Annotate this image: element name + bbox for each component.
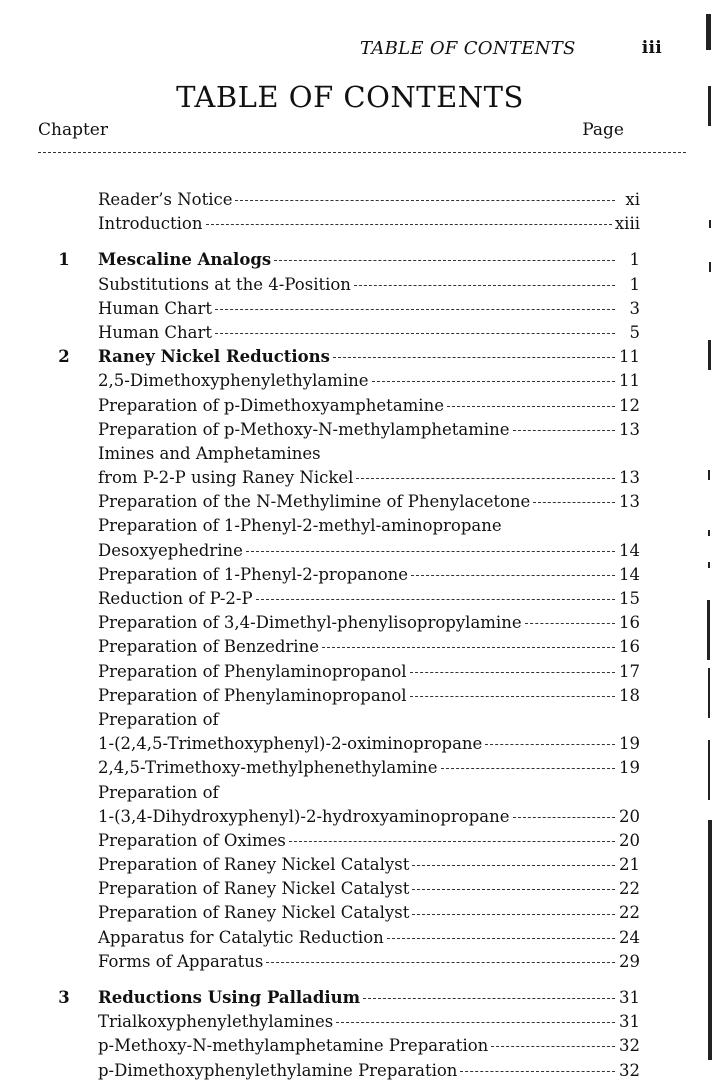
entry-page-number: 24 — [619, 927, 640, 947]
toc-entry — [58, 466, 640, 490]
entry-page-number: 13 — [619, 492, 640, 512]
dot-leader — [412, 914, 615, 916]
toc-entry — [58, 442, 640, 466]
entry-page-number: 5 — [629, 322, 640, 342]
entry-title: Preparation of p-Methoxy-N-methylamphetamine — [98, 419, 510, 439]
entry-page-number: 20 — [619, 830, 640, 850]
entry-page-number: 19 — [619, 734, 640, 754]
entry-title: p-Dimethoxyphenylethylamine Preparation — [98, 1060, 458, 1080]
entry-title: Preparation of — [98, 709, 219, 729]
dot-leader — [333, 357, 615, 359]
entry-page-number: 3 — [629, 298, 640, 318]
header-divider — [38, 152, 686, 153]
entry-page-number: 22 — [619, 879, 640, 899]
entry-title: Preparation of Raney Nickel Catalyst — [98, 855, 410, 875]
entry-page-number: 14 — [619, 564, 640, 584]
dot-leader — [235, 200, 615, 202]
entry-title: Mescaline Analogs — [98, 250, 272, 270]
toc-list — [58, 188, 640, 1083]
entry-title: Forms of Apparatus — [98, 951, 264, 971]
toc-entry — [58, 926, 640, 950]
chapter-column-heading: Chapter — [38, 120, 108, 140]
chapter-number: 3 — [58, 988, 70, 1007]
toc-chapter-entry — [58, 248, 640, 272]
entry-page-number: 12 — [619, 395, 640, 415]
dot-leader — [363, 998, 615, 1000]
dot-leader — [412, 889, 615, 891]
entry-page-number: 14 — [619, 540, 640, 560]
entry-title: 1-(2,4,5-Trimethoxyphenyl)-2-oximinopropane — [98, 734, 483, 754]
toc-chapter-entry — [58, 345, 640, 369]
entry-page-number: 11 — [619, 347, 640, 367]
entry-page-number: 31 — [619, 1012, 640, 1032]
entry-page-number: 11 — [619, 371, 640, 391]
entry-title: Preparation of Raney Nickel Catalyst — [98, 903, 410, 923]
entry-title: Reduction of P-2-P — [98, 589, 253, 608]
toc-entry — [58, 490, 640, 514]
running-head-page-number: iii — [641, 38, 662, 58]
entry-title: Preparation of Oximes — [98, 830, 286, 850]
entry-title: Preparation of p-Dimethoxyamphetamine — [98, 395, 444, 415]
toc-entry — [58, 732, 640, 756]
running-head-title: TABLE OF CONTENTS — [360, 38, 576, 59]
toc-entry — [58, 273, 640, 297]
dot-leader — [274, 260, 615, 262]
entry-title: Apparatus for Catalytic Reduction — [98, 927, 384, 947]
dot-leader — [525, 623, 615, 625]
entry-title: Human Chart — [98, 322, 212, 342]
toc-entry — [58, 877, 640, 901]
entry-page-number: 21 — [619, 855, 640, 875]
dot-leader — [533, 502, 615, 504]
entry-title: Preparation of 1-Phenyl-2-propanone — [98, 564, 409, 584]
entry-title: Reductions Using Palladium — [98, 988, 361, 1007]
dot-leader — [460, 1071, 615, 1073]
dot-leader — [485, 744, 615, 746]
entry-page-number: 1 — [629, 250, 640, 270]
toc-entry — [58, 563, 640, 587]
entry-title: 1-(3,4-Dihydroxyphenyl)-2-hydroxyaminopropane — [98, 806, 510, 826]
entry-title: Imines and Amphetamines — [98, 443, 321, 463]
dot-leader — [266, 962, 615, 964]
toc-entry — [58, 297, 640, 321]
dot-leader — [412, 865, 615, 867]
entry-page-number: 15 — [619, 589, 640, 608]
entry-title: Preparation of — [98, 782, 219, 802]
entry-title: from P-2-P using Raney Nickel — [98, 468, 354, 488]
toc-entry — [58, 708, 640, 732]
entry-title: Preparation of 3,4-Dimethyl-phenylisopropylamine — [98, 613, 522, 633]
entry-page-number: 16 — [619, 613, 640, 633]
dot-leader — [411, 575, 615, 577]
dot-leader — [256, 599, 615, 601]
entry-title: Preparation of the N-Methylimine of Phenylacetone — [98, 492, 531, 512]
entry-page-number: 17 — [619, 661, 640, 681]
toc-entry — [58, 781, 640, 805]
toc-entry — [58, 901, 640, 925]
chapter-number: 2 — [58, 347, 70, 367]
toc-entry — [58, 1034, 640, 1058]
dot-leader — [322, 647, 615, 649]
entry-title: Reader’s Notice — [98, 190, 233, 209]
toc-entry — [58, 684, 640, 708]
dot-leader — [447, 406, 615, 408]
dot-leader — [410, 672, 615, 674]
entry-title: Trialkoxyphenylethylamines — [98, 1012, 334, 1032]
dot-leader — [372, 381, 615, 383]
dot-leader — [491, 1046, 615, 1048]
entry-page-number: 18 — [619, 685, 640, 705]
entry-page-number: 16 — [619, 637, 640, 657]
entry-page-number: xi — [625, 190, 640, 209]
dot-leader — [206, 224, 612, 226]
dot-leader — [441, 768, 615, 770]
entry-page-number: 19 — [619, 758, 640, 778]
toc-chapter-entry — [58, 986, 640, 1010]
toc-entry — [58, 539, 640, 563]
entry-title: Preparation of Phenylaminopropanol — [98, 685, 407, 705]
dot-leader — [387, 938, 615, 940]
entry-title: Human Chart — [98, 298, 212, 318]
entry-page-number: 29 — [619, 951, 640, 971]
chapter-number: 1 — [58, 250, 70, 270]
binding-edge — [704, 0, 724, 1074]
entry-page-number: 13 — [619, 468, 640, 488]
page-column-heading: Page — [582, 120, 624, 140]
entry-title: Preparation of Raney Nickel Catalyst — [98, 879, 410, 899]
toc-entry — [58, 514, 640, 538]
toc-entry — [58, 212, 640, 236]
entry-page-number: 32 — [619, 1060, 640, 1080]
dot-leader — [513, 817, 615, 819]
dot-leader — [410, 696, 615, 698]
entry-title: Substitutions at the 4-Position — [98, 274, 351, 294]
dot-leader — [513, 430, 615, 432]
entry-title: 2,5-Dimethoxyphenylethylamine — [98, 371, 369, 391]
entry-title: Desoxyephedrine — [98, 540, 243, 560]
entry-title: Raney Nickel Reductions — [98, 347, 330, 367]
entry-title: Preparation of Benzedrine — [98, 637, 319, 657]
dot-leader — [215, 333, 615, 335]
page-title: TABLE OF CONTENTS — [176, 80, 524, 114]
entry-title: Preparation of Phenylaminopropanol — [98, 661, 407, 681]
toc-entry — [58, 611, 640, 635]
entry-title: Introduction — [98, 214, 203, 234]
entry-page-number: 32 — [619, 1036, 640, 1056]
toc-entry — [58, 321, 640, 345]
toc-entry — [58, 188, 640, 212]
entry-title: Preparation of 1-Phenyl-2-methyl-aminopropane — [98, 516, 502, 536]
dot-leader — [356, 478, 615, 480]
dot-leader — [289, 841, 615, 843]
dot-leader — [354, 285, 615, 287]
entry-page-number: 31 — [619, 988, 640, 1007]
entry-page-number: xiii — [614, 214, 640, 234]
toc-entry — [58, 418, 640, 442]
toc-entry — [58, 829, 640, 853]
toc-entry — [58, 660, 640, 684]
entry-page-number: 1 — [629, 274, 640, 294]
entry-title: 2,4,5-Trimethoxy-methylphenethylamine — [98, 758, 438, 778]
dot-leader — [336, 1022, 615, 1024]
dot-leader — [215, 309, 615, 311]
toc-entry — [58, 369, 640, 393]
entry-page-number: 20 — [619, 806, 640, 826]
entry-title: p-Methoxy-N-methylamphetamine Preparation — [98, 1036, 489, 1056]
toc-entry — [58, 635, 640, 659]
toc-entry — [58, 853, 640, 877]
toc-entry — [58, 756, 640, 780]
entry-page-number: 22 — [619, 903, 640, 923]
toc-entry — [58, 1059, 640, 1083]
dot-leader — [246, 551, 615, 553]
toc-entry — [58, 587, 640, 611]
entry-page-number: 13 — [619, 419, 640, 439]
toc-entry — [58, 805, 640, 829]
toc-entry — [58, 394, 640, 418]
toc-entry — [58, 950, 640, 974]
toc-entry — [58, 1010, 640, 1034]
